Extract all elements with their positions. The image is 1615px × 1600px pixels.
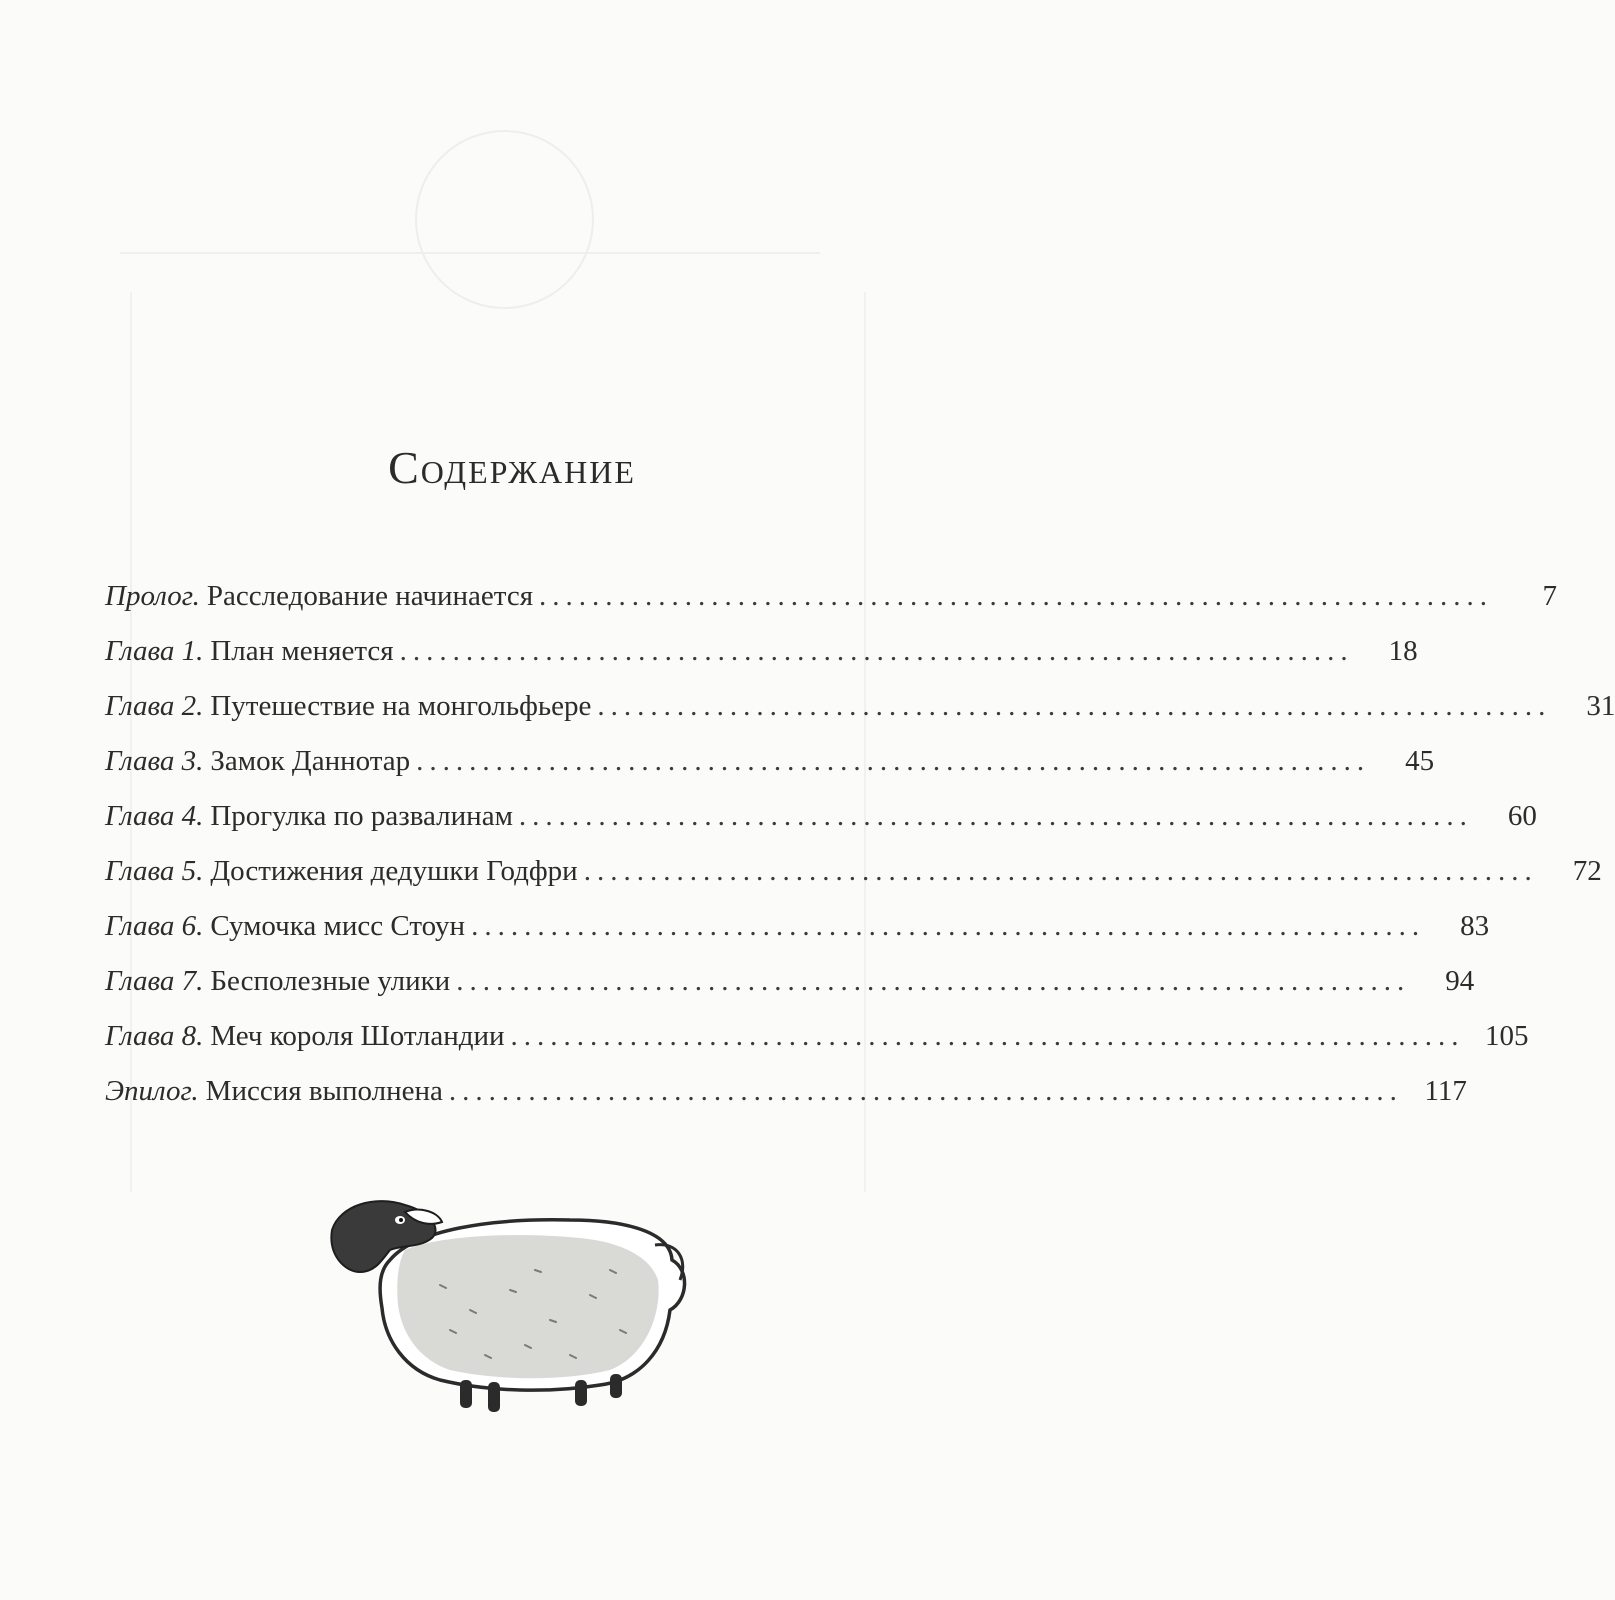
toc-label: Глава 1. [105, 635, 204, 667]
toc-page-number: 94 [1445, 965, 1475, 997]
toc-label: Глава 8. [105, 1020, 204, 1052]
toc-title: Сумочка мисс Стоун [210, 910, 466, 942]
toc-page-number: 105 [1485, 1020, 1529, 1052]
toc-page-number: 7 [1542, 580, 1558, 612]
toc-title: План меняется [210, 635, 394, 667]
toc-leader: ........................................................................ [510, 1020, 1465, 1052]
toc-leader: ........................................................................ [399, 635, 1354, 667]
table-of-contents [105, 580, 1615, 1130]
toc-leader: ........................................................................ [597, 690, 1552, 722]
toc-title: Путешествие на монгольфьере [210, 690, 592, 722]
toc-leader: ........................................................................ [539, 580, 1494, 612]
toc-label: Глава 3. [105, 745, 204, 777]
toc-page-number: 18 [1388, 635, 1418, 667]
toc-label: Глава 7. [105, 965, 204, 997]
toc-leader: ........................................................................ [518, 800, 1473, 832]
toc-row-chapter-2[interactable] [105, 690, 1615, 745]
toc-page-number: 72 [1572, 855, 1602, 887]
toc-title: Миссия выполнена [205, 1075, 443, 1107]
toc-leader: ........................................................................ [456, 965, 1411, 997]
toc-page-number: 31 [1586, 690, 1615, 722]
toc-label: Эпилог. [105, 1075, 199, 1107]
toc-page-number: 117 [1424, 1075, 1467, 1107]
bleed-through-line [120, 252, 820, 254]
toc-page-number: 45 [1405, 745, 1435, 777]
toc-label: Глава 5. [105, 855, 204, 887]
page-title: Содержание [388, 441, 636, 493]
toc-title: Прогулка по развалинам [210, 800, 513, 832]
sheep-fleece-shade [397, 1235, 658, 1378]
toc-title: Расследование начинается [206, 580, 534, 612]
toc-row-chapter-5[interactable] [105, 855, 1602, 910]
toc-row-prologue[interactable] [105, 580, 1558, 635]
toc-label: Глава 4. [105, 800, 204, 832]
toc-page-number: 83 [1460, 910, 1490, 942]
toc-row-chapter-1[interactable] [105, 635, 1418, 690]
bleed-through-emblem [415, 130, 594, 309]
toc-row-chapter-4[interactable] [105, 800, 1537, 855]
toc-leader: ........................................................................ [583, 855, 1538, 887]
toc-row-chapter-8[interactable] [105, 1020, 1529, 1075]
toc-title: Замок Даннотар [210, 745, 411, 777]
toc-leader: ........................................................................ [471, 910, 1426, 942]
toc-page-number: 60 [1507, 800, 1537, 832]
toc-title: Меч короля Шотландии [210, 1020, 505, 1052]
toc-label: Глава 6. [105, 910, 204, 942]
toc-label: Пролог. [105, 580, 200, 612]
toc-title: Достижения дедушки Годфри [210, 855, 578, 887]
toc-row-chapter-3[interactable] [105, 745, 1435, 800]
sheep-illustration [320, 1190, 690, 1425]
toc-leader: ........................................................................ [448, 1075, 1403, 1107]
toc-title: Бесполезные улики [210, 965, 451, 997]
toc-row-chapter-6[interactable] [105, 910, 1490, 965]
toc-row-chapter-7[interactable] [105, 965, 1475, 1020]
toc-row-epilogue[interactable] [105, 1075, 1467, 1130]
toc-leader: ........................................................................ [416, 745, 1371, 777]
toc-label: Глава 2. [105, 690, 204, 722]
